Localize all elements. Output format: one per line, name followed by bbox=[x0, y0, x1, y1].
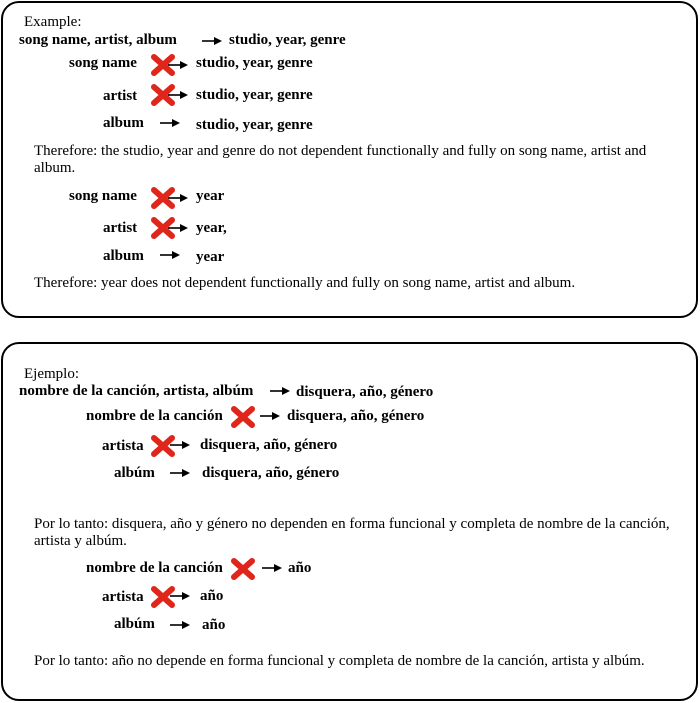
spanish-main-dependent: disquera, año, género bbox=[296, 384, 434, 400]
spanish-row3-right: disquera, año, género bbox=[202, 465, 340, 481]
red-x-icon bbox=[230, 405, 256, 429]
right-arrow-icon bbox=[170, 440, 190, 450]
english-row3-right: studio, year, genre bbox=[196, 117, 313, 133]
spanish-row6-left: albúm bbox=[114, 616, 155, 632]
english-row4-right: year bbox=[196, 188, 225, 204]
spanish-conclusion-1: Por lo tanto: disquera, año y género no dependen en forma funcional y completa de nombre de la canción, artista y albúm. bbox=[34, 516, 670, 549]
right-arrow-icon bbox=[170, 591, 190, 601]
english-row6-right: year bbox=[196, 249, 225, 265]
right-arrow-icon bbox=[160, 250, 180, 260]
english-row6-left: album bbox=[103, 248, 144, 264]
spanish-main-determinant: nombre de la canción, artista, albúm bbox=[19, 383, 254, 399]
spanish-row5-right: año bbox=[200, 588, 224, 604]
spanish-row3-left: albúm bbox=[114, 465, 155, 481]
right-arrow-icon bbox=[270, 386, 290, 396]
spanish-row2-right: disquera, año, género bbox=[200, 437, 338, 453]
spanish-row1-right: disquera, año, género bbox=[287, 408, 425, 424]
english-row2-left: artist bbox=[103, 88, 138, 104]
spanish-row4-left: nombre de la canción bbox=[86, 560, 223, 576]
right-arrow-icon bbox=[168, 60, 188, 70]
spanish-heading: Ejemplo: bbox=[24, 366, 79, 382]
english-row5-left: artist bbox=[103, 220, 138, 236]
spanish-row4-right: año bbox=[288, 560, 312, 576]
english-main-dependent: studio, year, genre bbox=[229, 32, 346, 48]
english-row1-left: song name bbox=[69, 55, 137, 71]
spanish-row5-left: artista bbox=[102, 589, 144, 605]
spanish-row1-left: nombre de la canción bbox=[86, 408, 223, 424]
right-arrow-icon bbox=[168, 223, 188, 233]
right-arrow-icon bbox=[168, 193, 188, 203]
right-arrow-icon bbox=[160, 118, 180, 128]
english-conclusion-1: Therefore: the studio, year and genre do not dependent functionally and fully on song name, artist and album. bbox=[34, 143, 647, 176]
right-arrow-icon bbox=[168, 90, 188, 100]
english-conclusion-2: Therefore: year does not dependent functionally and fully on song name, artist and album. bbox=[34, 275, 576, 291]
english-heading: Example: bbox=[24, 14, 82, 30]
english-row2-right: studio, year, genre bbox=[196, 87, 313, 103]
spanish-conclusion-2: Por lo tanto: año no depende en forma funcional y completa de nombre de la canción, artista y albúm. bbox=[34, 653, 645, 669]
english-row4-left: song name bbox=[69, 188, 137, 204]
right-arrow-icon bbox=[262, 563, 282, 573]
right-arrow-icon bbox=[170, 620, 190, 630]
spanish-row6-right: año bbox=[202, 617, 226, 633]
english-row5-right: year, bbox=[196, 220, 227, 236]
right-arrow-icon bbox=[260, 411, 280, 421]
spanish-row2-left: artista bbox=[102, 438, 144, 454]
right-arrow-icon bbox=[202, 36, 222, 46]
english-row3-left: album bbox=[103, 115, 144, 131]
english-row1-right: studio, year, genre bbox=[196, 55, 313, 71]
red-x-icon bbox=[230, 557, 256, 581]
right-arrow-icon bbox=[170, 468, 190, 478]
english-main-determinant: song name, artist, album bbox=[19, 32, 177, 48]
